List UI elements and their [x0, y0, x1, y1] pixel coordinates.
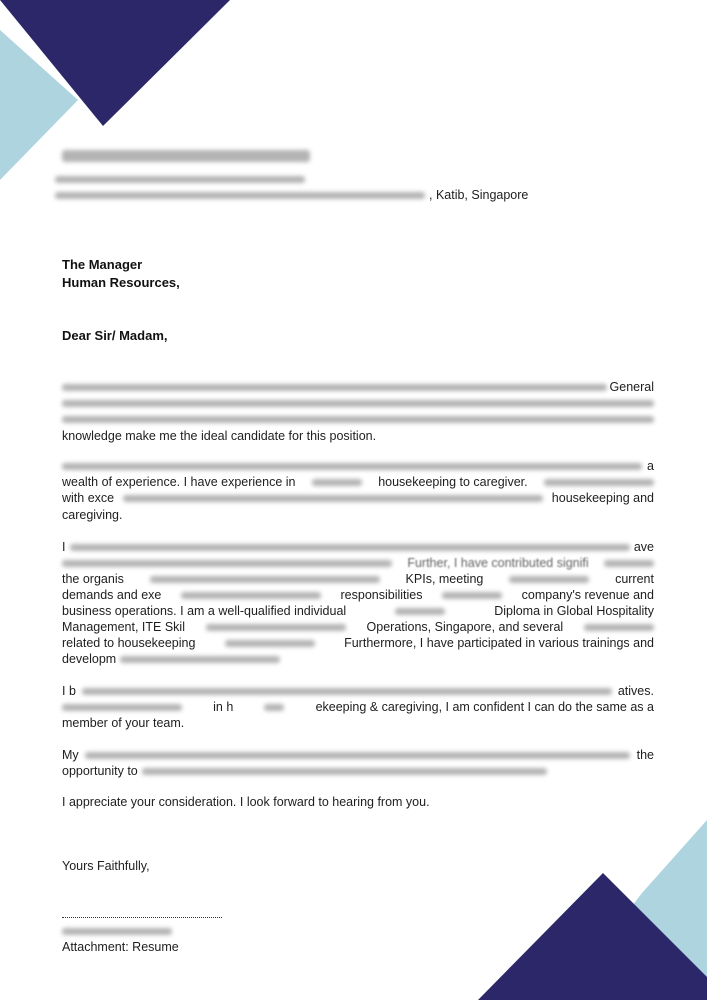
light-blue-triangle-bottom — [560, 820, 707, 1000]
p3-line — [62, 603, 654, 619]
text: with exce — [62, 491, 115, 505]
address-text: , Katib, Singapore — [429, 188, 529, 202]
text: knowledge make me the ideal candidate for this position. — [62, 429, 377, 443]
text: member of your team. — [62, 716, 185, 730]
recipient-line-2: Human Resources, — [62, 275, 180, 290]
p3-line — [62, 635, 654, 651]
text: housekeeping and — [551, 491, 654, 505]
text: housekeeping to caregiver. — [378, 475, 528, 489]
p5-line — [62, 763, 654, 779]
text: Further, I have contributed signifi — [407, 556, 589, 570]
p1-line — [62, 411, 654, 427]
p3-line — [62, 587, 654, 603]
text: responsibilities — [340, 588, 423, 602]
text: My — [62, 748, 79, 762]
text: demands and exe — [62, 588, 162, 602]
text: in h — [213, 700, 234, 714]
attachment-note: Attachment: Resume — [62, 940, 179, 954]
navy-triangle-bottom — [478, 873, 707, 1000]
p1-line — [62, 379, 654, 395]
text: Operations, Singapore, and several — [366, 620, 564, 634]
text: company's revenue and — [521, 588, 654, 602]
text: opportunity to — [62, 764, 138, 778]
sender-address — [55, 187, 647, 203]
p3-line — [62, 539, 654, 555]
signature-line — [62, 917, 222, 918]
p2-line — [62, 490, 654, 506]
p4-line — [62, 699, 654, 715]
text: current — [615, 572, 654, 586]
closing: Yours Faithfully, — [62, 859, 150, 873]
text: developm — [62, 652, 117, 666]
p3-line — [62, 619, 654, 635]
closing-sentence: I appreciate your consideration. I look forward to hearing from you. — [62, 795, 430, 809]
text: a — [647, 459, 654, 473]
text: the — [636, 748, 654, 762]
signer-name-redacted — [62, 928, 172, 935]
p1-line — [62, 428, 654, 444]
text: KPIs, meeting — [405, 572, 484, 586]
text: General — [609, 380, 654, 394]
text: I b — [62, 684, 76, 698]
text: the organis — [62, 572, 124, 586]
p4-line — [62, 715, 654, 731]
p3-line — [62, 571, 654, 587]
p3-line — [62, 555, 654, 571]
text: wealth of experience. I have experience in — [62, 475, 296, 489]
p4-line — [62, 683, 654, 699]
p2-line — [62, 507, 654, 523]
text: atives. — [617, 684, 654, 698]
salutation: Dear Sir/ Madam, — [62, 328, 168, 343]
text: I — [62, 540, 66, 554]
text: ave — [633, 540, 654, 554]
text: Management, ITE Skil — [62, 620, 185, 634]
text: Furthermore, I have participated in various trainings and — [344, 636, 654, 650]
navy-triangle-top — [0, 0, 230, 126]
p1-line — [62, 395, 654, 411]
sender-contact-redacted — [55, 176, 305, 183]
recipient-line-1: The Manager — [62, 257, 143, 272]
text: ekeeping & caregiving, I am confident I can do the same as a — [315, 700, 654, 714]
text: Diploma in Global Hospitality — [494, 604, 654, 618]
sender-name-redacted — [62, 150, 310, 162]
p3-line — [62, 651, 654, 667]
text: caregiving. — [62, 508, 123, 522]
text: business operations. I am a well-qualified individual — [62, 604, 347, 618]
p2-line — [62, 474, 654, 490]
p2-line — [62, 458, 654, 474]
p5-line — [62, 747, 654, 763]
text: related to housekeeping — [62, 636, 196, 650]
